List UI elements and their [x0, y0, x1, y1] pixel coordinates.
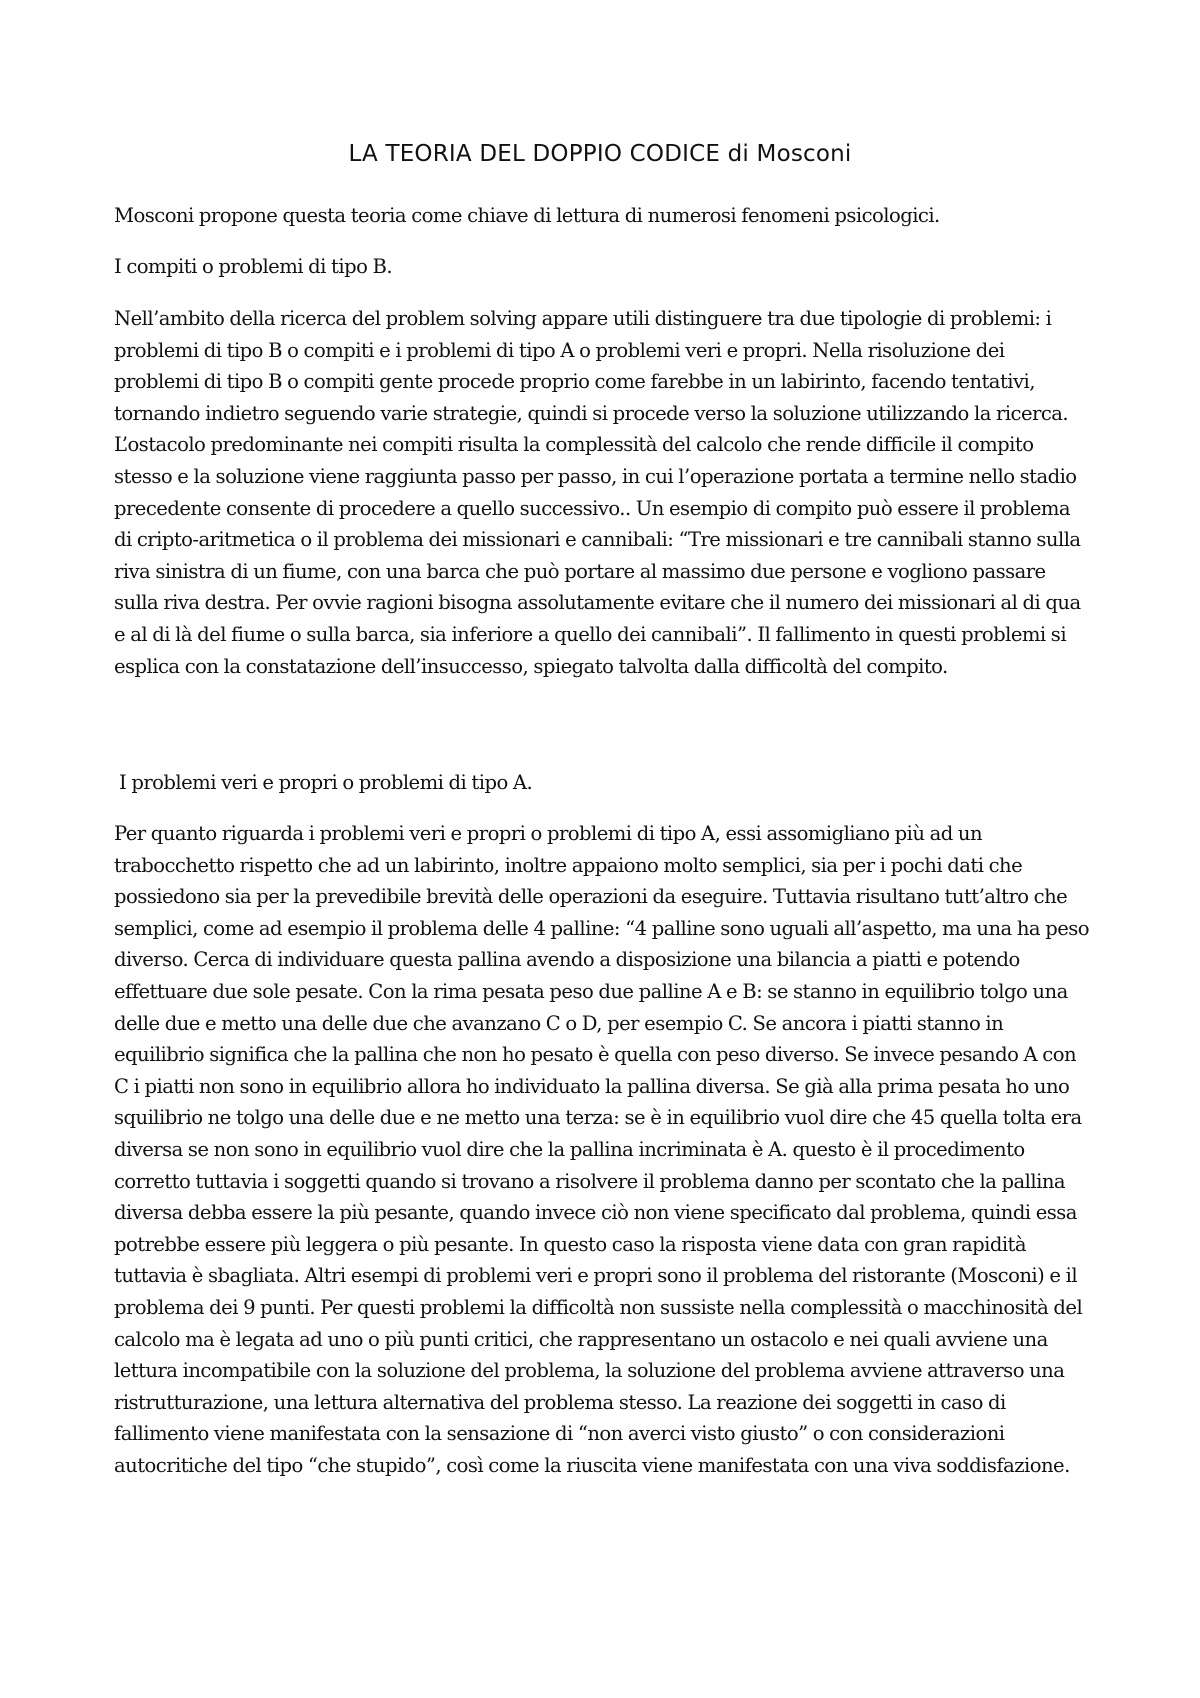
intro-paragraph: Mosconi propone questa teoria come chiave di lettura di numerosi fenomeni psicologici.: [114, 204, 940, 227]
section-a-paragraph: Per quanto riguarda i problemi veri e propri o problemi di tipo A, essi assomigliano più ad un trabocchetto rispetto che ad un labirinto, inoltre appaiono molto semplici, sia per i pochi dati che possiedono sia per la prevedibile brevità delle operazioni da eseguire. Tuttavia risultano tutt’altro che semplici, come ad esempio il problema delle 4 palline: “4 palline sono uguali all’aspetto, ma una ha peso diverso. Cerca di individuare questa pallina avendo a disposizione una bilancia a piatti e potendo effettuare due sole pesate. Con la rima pesata peso due palline A e B: se stanno in equilibrio tolgo una delle due e metto una delle due che avanzano C o D, per esempio C. Se ancora i piatti stanno in equilibrio significa che la pallina che non ho pesato è quella con peso diverso. Se invece pesando A con C i piatti non sono in equilibrio allora ho individuato la pallina diversa. Se già alla prima pesata ho uno squilibrio ne tolgo una delle due e ne metto una terza: se è in equilibrio vuol dire che 45 quella tolta era diversa se non sono in equilibrio vuol dire che la pallina incriminata è A. questo è il procedimento corretto tuttavia i soggetti quando si trovano a risolvere il problema danno per scontato che la pallina diversa debba essere la più pesante, quando invece ciò non viene specificato dal problema, quindi essa potrebbe essere più leggera o più pesante. In questo caso la risposta viene data con gran rapidità tuttavia è sbagliata. Altri esempi di problemi veri e propri sono il problema del ristorante (Mosconi) e il problema dei 9 punti. Per questi problemi la difficoltà non sussiste nella complessità o macchinosità del calcolo ma è legata ad uno o più punti critici, che rappresentano un ostacolo e nei quali avviene una lettura incompatibile con la soluzione del problema, la soluzione del problema avviene attraverso una ristrutturazione, una lettura alternativa del problema stesso. La reazione dei soggetti in caso di fallimento viene manifestata con la sensazione di “non averci visto giusto” o con considerazioni autocritiche del tipo “che stupido”, così come la riuscita viene manifestata con una viva soddisfazione.: [114, 822, 1090, 1477]
section-b-paragraph: Nell’ambito della ricerca del problem solving appare utili distinguere tra due tipologie di problemi: i problemi di tipo B o compiti e i problemi di tipo A o problemi veri e propri. Nella risoluzione dei problemi di tipo B o compiti gente procede proprio come farebbe in un labirinto, facendo tentativi, tornando indietro seguendo varie strategie, quindi si procede verso la soluzione utilizzando la ricerca. L’ostacolo predominante nei compiti risulta la complessità del calcolo che rende difficile il compito stesso e la soluzione viene raggiunta passo per passo, in cui l’operazione portata a termine nello stadio precedente consente di procedere a quello successivo.. Un esempio di compito può essere il problema di cripto-aritmetica o il problema dei missionari e cannibali: “Tre missionari e tre cannibali stanno sulla riva sinistra di un fiume, con una barca che può portare al massimo due persone e vogliono passare sulla riva destra. Per ovvie ragioni bisogna assolutamente evitare che il numero dei missionari al di qua e al di là del fiume o sulla barca, sia inferiore a quello dei cannibali”. Il fallimento in questi problemi si esplica con la constatazione dell’insuccesso, spiegato talvolta dalla difficoltà del compito.: [114, 307, 1081, 678]
document-title: LA TEORIA DEL DOPPIO CODICE di Mosconi: [348, 141, 852, 167]
section-b-heading: I compiti o problemi di tipo B.: [114, 255, 393, 278]
section-a-heading: I problemi veri e propri o problemi di tipo A.: [119, 771, 533, 794]
